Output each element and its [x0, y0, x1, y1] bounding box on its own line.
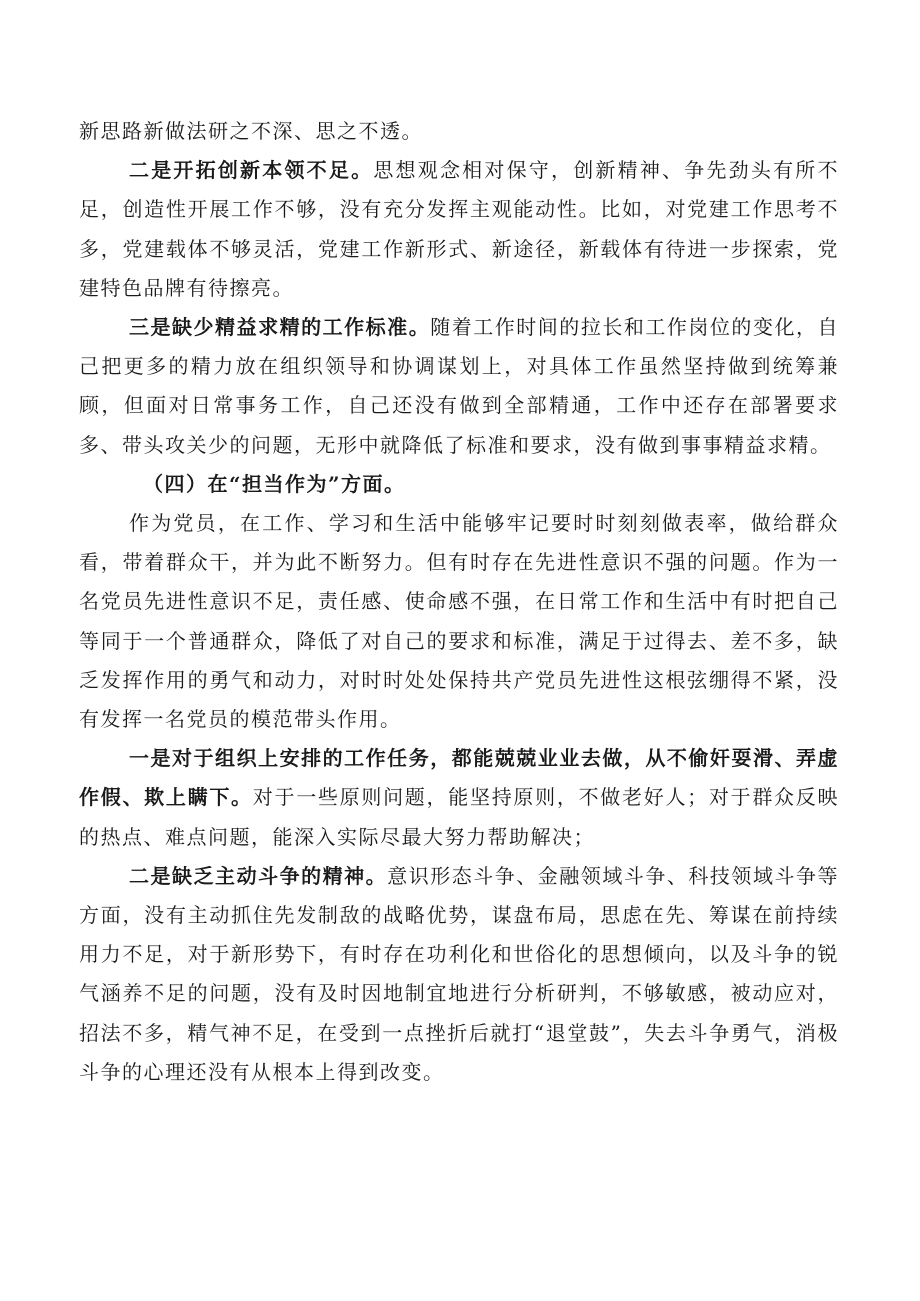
paragraph-struggle-spirit: [79, 857, 839, 1092]
paragraph-body: 对于一些原则问题，能坚持原则，不做老好人；对于群众反映的热点、难点问题，能深入实际尽最大努力帮助解决；: [79, 785, 840, 849]
paragraph-body: 随着工作时间的拉长和工作岗位的变化，自己把更多的精力放在组织领导和协调谋划上，对具体工作虽然坚持做到统筹兼顾，但面对日常事务工作，自己还没有做到全部精通，工作中还存在部署要求多、带头攻关少的问题，无形中就降低了标准和要求，没有做到事事精益求精。: [79, 315, 839, 457]
paragraph-continuation: 新思路新做法研之不深、思之不透。: [79, 119, 423, 143]
paragraph-body: 意识形态斗争、金融领域斗争、科技领域斗争等方面，没有主动抓住先发制敌的战略优势，谋盘布局，思虑在先、筹谋在前持续用力不足，对于新形势下，有时存在功利化和世俗化的思想倾向，以及斗争的锐气涵养不足的问题，没有及时因地制宜地进行分析研判，不够敏感，被动应对，招法不多，精气神不足，在受到一点挫折后就打“退堂鼓”，失去斗争勇气，消极斗争的心理还没有从根本上得到改变。: [79, 863, 839, 1084]
paragraph-work-standard: [79, 308, 839, 465]
paragraph-work-tasks: [79, 739, 839, 857]
paragraph-lead: 三是缺少精益求精的工作标准。: [129, 315, 431, 340]
document-page: [79, 112, 839, 1092]
paragraph-body: 思想观念相对保守，创新精神、争先劲头有所不足，创造性开展工作不够，没有充分发挥主观能动性。比如，对党建工作思考不多，党建载体不够灵活，党建工作新形式、新途径，新载体有待进一步探索，党建特色品牌有待擦亮。: [79, 158, 840, 300]
paragraph-innovation: [79, 151, 839, 308]
paragraph-party-member: 作为党员，在工作、学习和生活中能够牢记要时时刻刻做表率，做给群众看，带着群众干，并为此不断努力。但有时存在先进性意识不强的问题。作为一名党员先进性意识不足，责任感、使命感不强，在日常工作和生活中有时把自己等同于一个普通群众，降低了对自己的要求和标准，满足于过得去、差不多，缺乏发挥作用的勇气和动力，对时时处处保持共产党员先进性这根弦绷得不紧，没有发挥一名党员的模范带头作用。: [79, 511, 839, 732]
section-heading: （四）在“担当作为”方面。: [143, 471, 406, 496]
paragraph-lead: 二是开拓创新本领不足。: [129, 158, 374, 183]
paragraph-lead: 二是缺乏主动斗争的精神。: [129, 863, 388, 888]
paragraph-lead: 一是对于组织上安排的工作任务，都能兢兢业业去做，从不偷奸耍滑、弄虚作假、欺上瞒下。: [79, 746, 839, 810]
